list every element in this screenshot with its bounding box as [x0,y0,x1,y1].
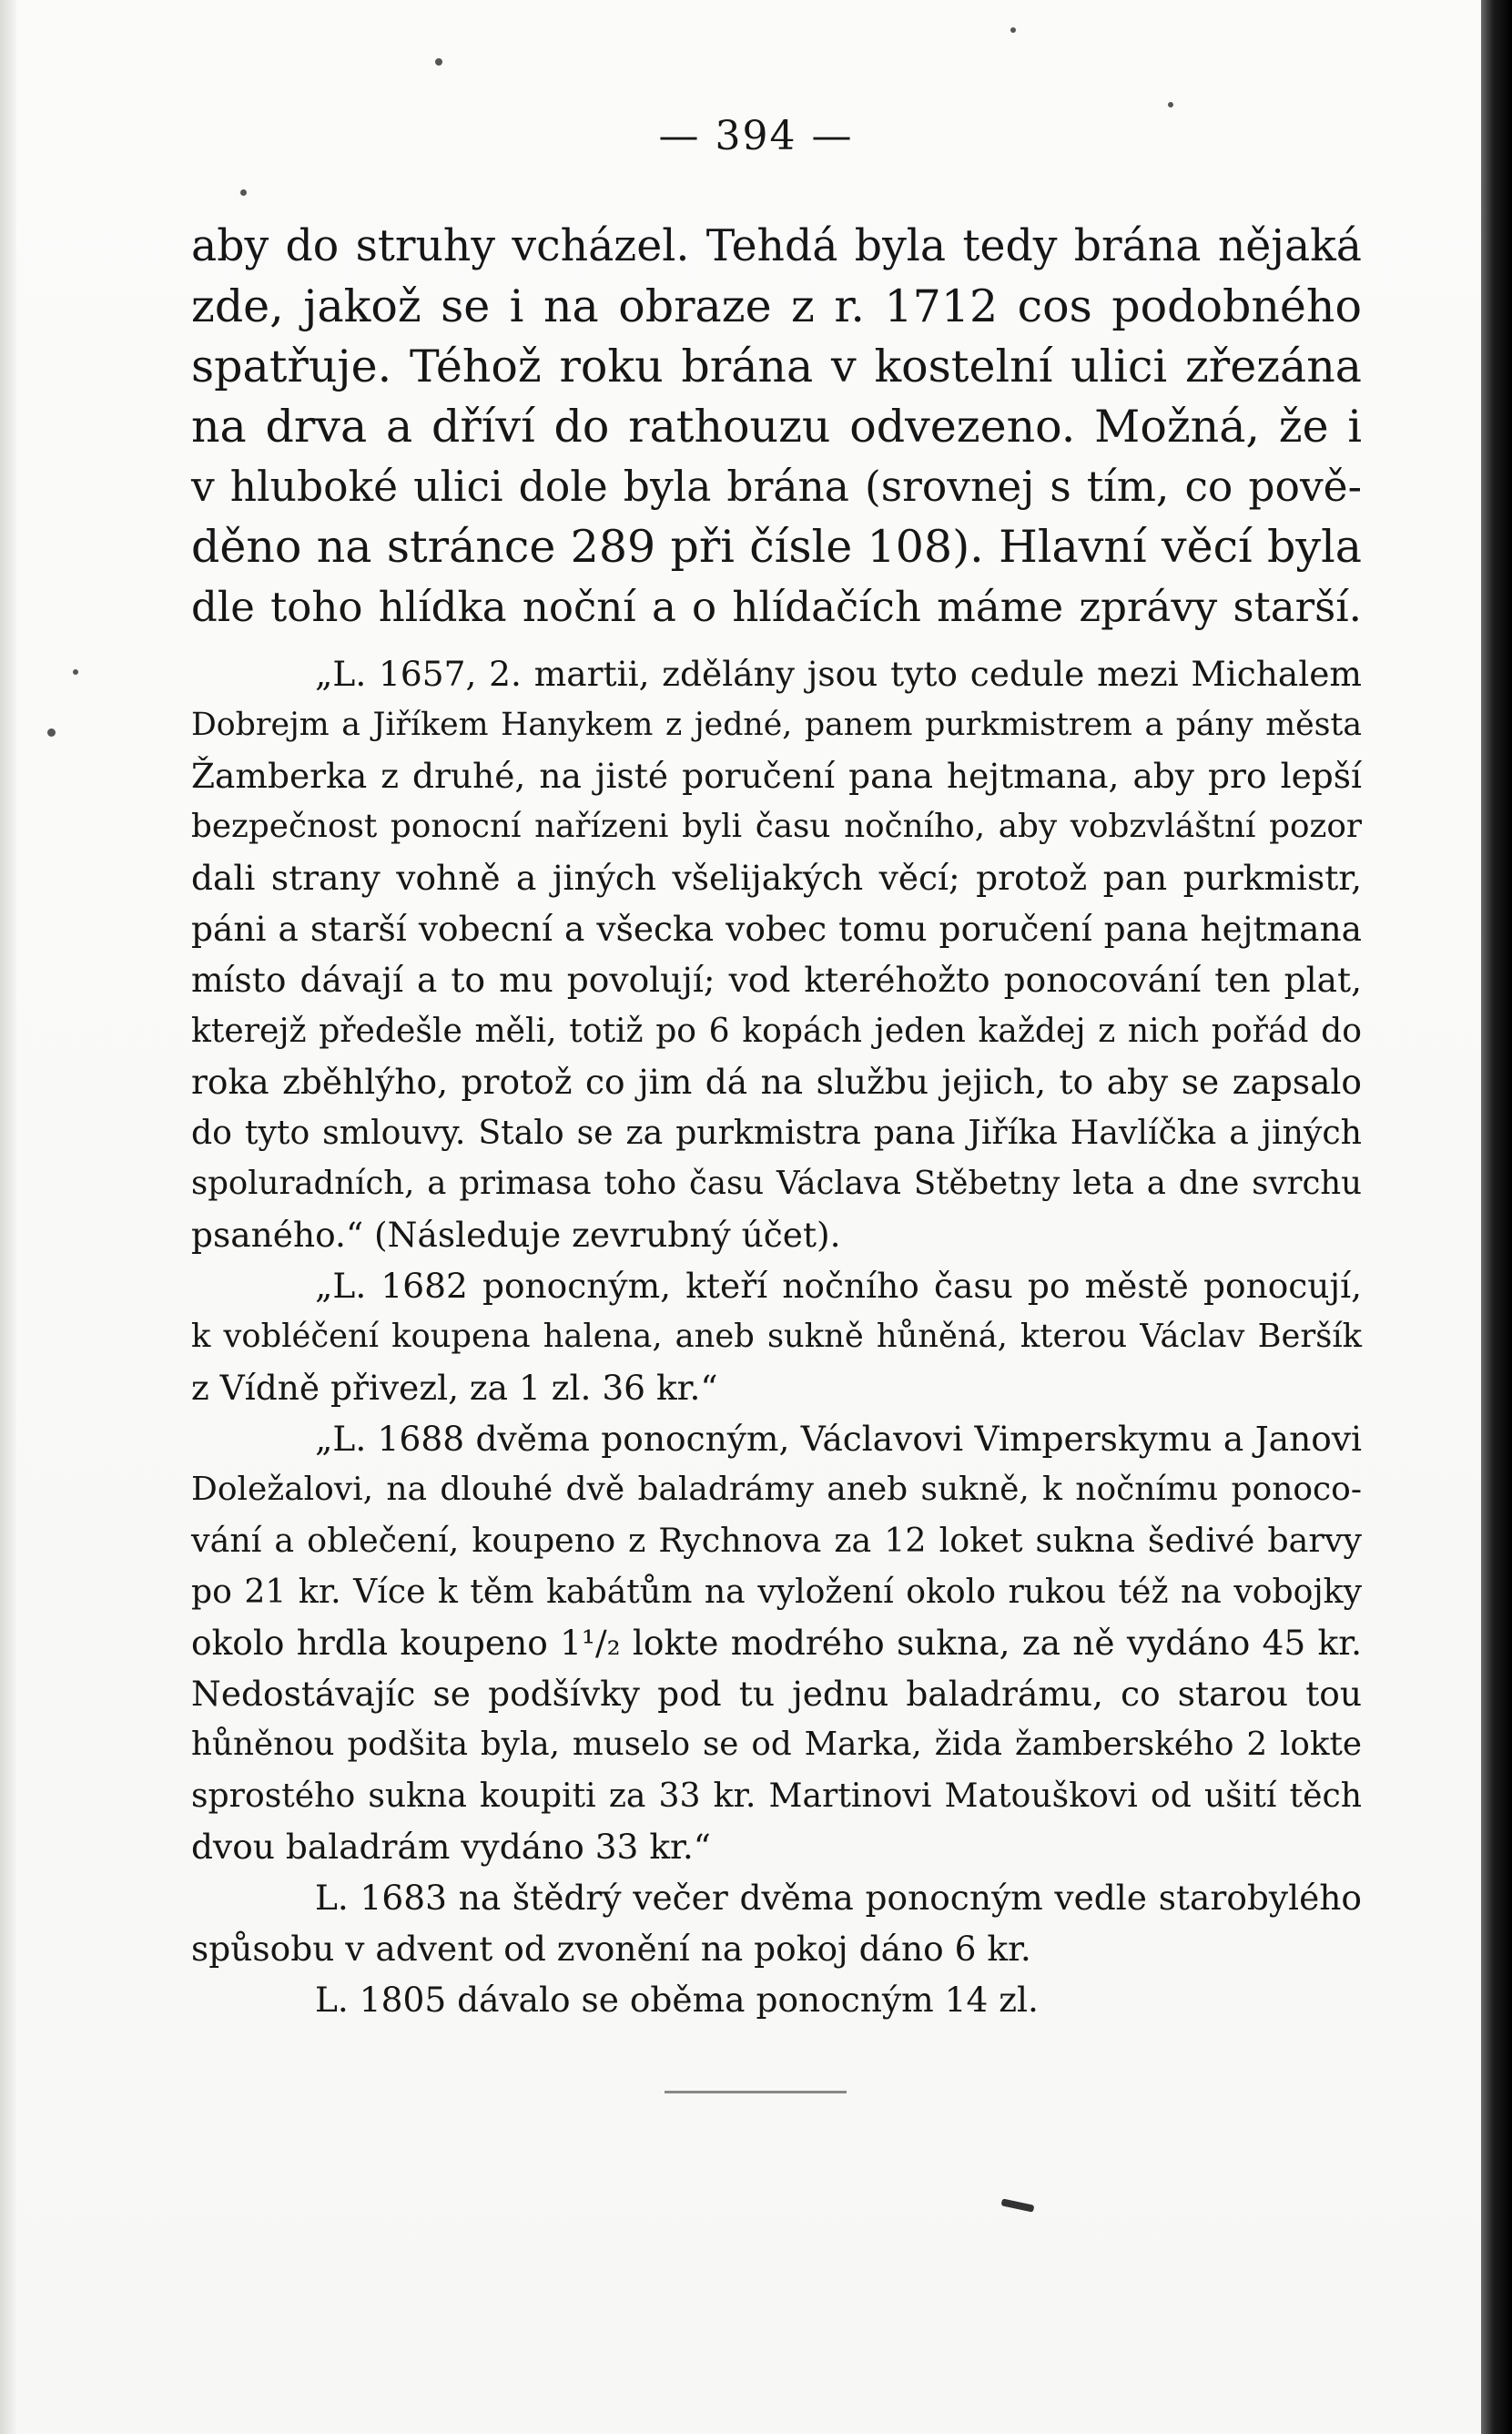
text-line: dle toho hlídka noční a o hlídačích máme zprávy starší. [191,583,1362,631]
text-line: okolo hrdla koupeno 1¹/₂ lokte modrého sukna, za ně vydáno 45 kr. [191,1623,1362,1663]
text-line: spůsobu v advent od zvonění na pokoj dáno 6 kr. [191,1929,1031,1969]
page-left-edge [0,0,16,2434]
scan-ink-mark [1001,2198,1035,2212]
text-line: v hluboké ulici dole byla brána (srovnej s tím, co pově- [191,463,1362,511]
text-line: „L. 1688 dvěma ponocným, Václavovi Vimperskymu a Janovi [315,1419,1362,1459]
scan-speck [73,669,78,675]
text-line: dvou baladrám vydáno 33 kr.“ [191,1827,711,1867]
text-line: Doležalovi, na dlouhé dvě baladrámy aneb sukně, k nočnímu ponoco- [191,1471,1362,1508]
text-line: na drva a dříví do rathouzu odvezeno. Možná, že i [191,401,1362,453]
scan-speck [1168,102,1173,107]
section-end-rule [665,2091,847,2093]
text-line: Žamberka z druhé, na jisté poručení pana hejtmana, aby pro lepší [191,756,1362,796]
large-paragraph [191,217,1362,637]
scan-speck [47,728,56,737]
text-line: k vobléčení koupena halena, aneb sukně hůněná, kterou Václav Beršík [191,1318,1362,1355]
scan-speck [1010,27,1016,33]
text-line: zde, jakož se i na obraze z r. 1712 cos podobného [191,280,1362,332]
text-line: „L. 1682 ponocným, kteří nočního času po městě ponocují, [315,1266,1362,1306]
text-line: L. 1805 dávalo se oběma ponocným 14 zl. [315,1980,1039,2020]
text-line: dali strany vohně a jiných všelijakých věcí; protož pan purkmistr, [191,858,1362,898]
text-line: kterejž předešle měli, totiž po 6 kopách jeden každej z nich pořád do [191,1011,1362,1050]
text-line: místo dávají a to mu povolují; vod kteréhožto ponocování ten plat, [191,960,1362,1000]
text-line: páni a starší vobecní a všecka vobec tomu poručení pana hejtmana [191,909,1362,949]
text-line: hůněnou podšita byla, muselo se od Marka, žida žamberského 2 lokte [191,1726,1362,1763]
scan-speck [240,189,247,196]
text-line: bezpečnost ponocní nařízeni byli času nočního, aby vobzvláštní pozor [191,808,1362,845]
text-line: po 21 kr. Více k těm kabátům na vyložení okolo rukou též na vobojky [191,1572,1362,1611]
text-line: psaného.“ (Následuje zevrubný účet). [191,1215,841,1255]
text-line: L. 1683 na štědrý večer dvěma ponocným vedle starobylého [315,1878,1362,1918]
scan-speck [435,58,442,66]
text-line: sprostého sukna koupiti za 33 kr. Martinovi Matouškovi od ušití těch [191,1776,1362,1815]
text-line: Nedostávajíc se podšívky pod tu jednu baladrámu, co starou tou [191,1674,1362,1714]
text-line: „L. 1657, 2. martii, zdělány jsou tyto cedule mezi Michalem [315,654,1362,694]
page-right-edge [1481,0,1512,2434]
quoted-records [191,648,1362,2025]
text-line: spatřuje. Téhož roku brána v kostelní ulici zřezána [191,341,1362,392]
text-line: děno na stránce 289 při čísle 108). Hlavní věcí byla [191,521,1362,573]
text-line: vání a oblečení, koupeno z Rychnova za 12 loket sukna šedivé barvy [191,1521,1362,1560]
text-line: Dobrejm a Jiříkem Hanykem z jedné, panem purkmistrem a pány města [191,707,1362,743]
text-line: spoluradních, a primasa toho času Václava Stěbetny leta a dne svrchu [191,1165,1362,1202]
page-number: — 394 — [658,113,854,159]
text-line: roka zběhlýho, protož co jim dá na službu jejich, to aby se zapsalo [191,1062,1362,1102]
text-line: z Vídně přivezl, za 1 zl. 36 kr.“ [191,1368,718,1408]
text-line: aby do struhy vcházel. Tehdá byla tedy brána nějaká [191,221,1362,271]
text-line: do tyto smlouvy. Stalo se za purkmistra pana Jiříka Havlíčka a jiných [191,1113,1362,1152]
